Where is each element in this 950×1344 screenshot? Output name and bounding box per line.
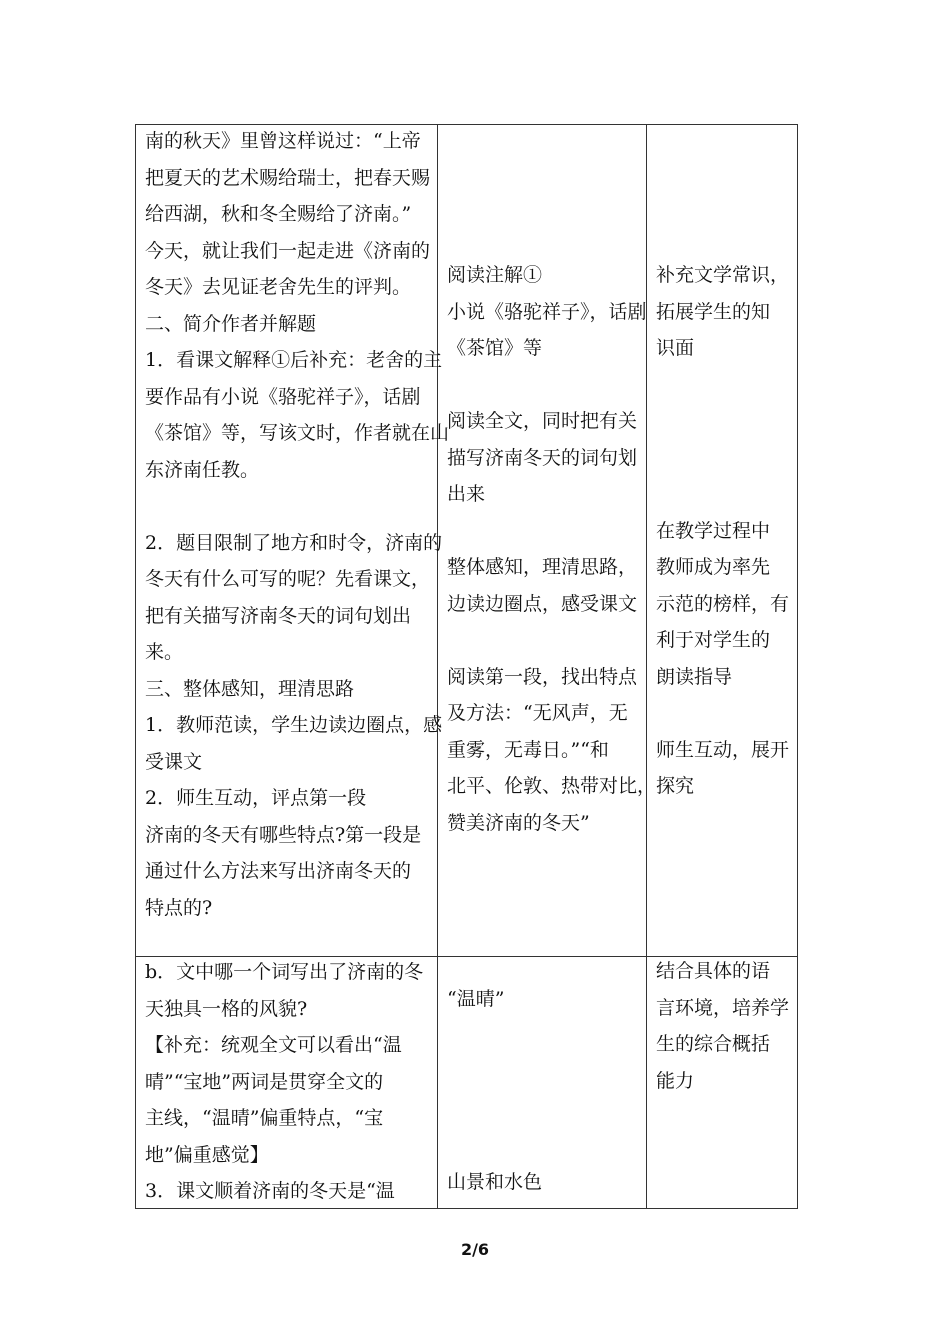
text-line: 阅读第一段，找出特点 (447, 665, 638, 688)
row1-teacher-activity (145, 123, 449, 926)
text-line: 3．课文顺着济南的冬天是“温 (145, 1180, 395, 1202)
text-line: 济南的冬天有哪些特点?第一段是 (145, 823, 422, 846)
text-line: 识面 (656, 337, 695, 359)
text-line (656, 403, 789, 440)
text-line: 北平、伦敦、热带对比， (447, 775, 657, 797)
text-line (656, 367, 789, 404)
text-line: 《茶馆》等 (447, 337, 543, 359)
text-line: 特点的? (145, 896, 213, 919)
text-line: 阅读注解① (447, 264, 543, 286)
text-line (447, 367, 656, 404)
text-line: 赞美济南的冬天” (447, 811, 590, 834)
text-line: 今天，就让我们一起走进《济南的 (145, 239, 431, 262)
text-line (656, 476, 789, 513)
text-line: 南的秋天》里曾这样说过：“上帝 (145, 130, 421, 152)
text-line: 1．教师范读，学生边读边圈点，感 (145, 714, 443, 736)
text-line (656, 695, 789, 732)
text-line: 二、简介作者并解题 (145, 312, 317, 335)
text-line: 要作品有小说《骆驼祥子》，话剧 (145, 385, 421, 408)
page-number: 2/6 (460, 1240, 490, 1259)
text-line: 冬天有什么可写的呢？先看课文， (145, 568, 431, 590)
row2-design-intent (656, 953, 789, 1099)
text-line: 通过什么方法来写出济南冬天的 (145, 860, 412, 882)
text-line: 冬天》去见证老舍先生的评判。 (145, 276, 412, 298)
text-line: 山景和水色 (447, 1170, 543, 1193)
text-line: 在教学过程中 (656, 519, 771, 542)
text-line: 言环境，培养学 (656, 996, 790, 1019)
text-line: 1．看课文解释①后补充：老舍的主 (145, 349, 443, 371)
text-line (145, 488, 449, 525)
text-line: 地”偏重感觉】 (145, 1143, 269, 1166)
text-line: b．文中哪一个词写出了济南的冬 (145, 961, 424, 983)
text-line: 拓展学生的知 (656, 300, 771, 323)
table-left-border (135, 124, 136, 1209)
text-line: 三、整体感知，理清思路 (145, 677, 355, 700)
row2-student-activity (447, 981, 542, 1200)
text-line (447, 1018, 542, 1055)
text-line: 把夏天的艺术赐给瑞士，把春天赐 (145, 166, 431, 189)
text-line (447, 1054, 542, 1091)
text-line: 2．题目限制了地方和时令，济南的 (145, 531, 443, 554)
text-line (447, 1127, 542, 1164)
text-line (447, 1091, 542, 1128)
text-line (656, 440, 789, 477)
text-line: 出来 (447, 483, 486, 505)
text-line: 描写济南冬天的词句划 (447, 446, 638, 469)
text-line: 2．师生互动，评点第一段 (145, 787, 367, 809)
text-line: 补充文学常识， (656, 264, 790, 286)
text-line: 晴”“宝地”两词是贯穿全文的 (145, 1070, 384, 1093)
lesson-plan-table (135, 124, 797, 1209)
text-line: 能力 (656, 1069, 695, 1092)
text-line: 探究 (656, 775, 695, 797)
text-line: 朗读指导 (656, 665, 733, 688)
text-line: 及方法：“无风声，无 (447, 702, 628, 724)
text-line: “温晴” (447, 988, 505, 1010)
text-line: 受课文 (145, 750, 203, 773)
text-line: 边读边圈点，感受课文 (447, 592, 638, 615)
text-line: 天独具一格的风貌? (145, 997, 308, 1020)
table-right-border (797, 124, 798, 1209)
text-line: 把有关描写济南冬天的词句划出 (145, 604, 412, 627)
text-line (447, 622, 656, 659)
text-line: 【补充：统观全文可以看出“温 (145, 1034, 402, 1056)
text-line: 给西湖，秋和冬全赐给了济南。” (145, 203, 412, 225)
text-line: 小说《骆驼祥子》，话剧 (447, 300, 647, 323)
text-line: 主线，“温晴”偏重特点，“宝 (145, 1107, 384, 1129)
text-line: 生的综合概括 (656, 1033, 771, 1055)
row1-student-activity (447, 257, 656, 841)
row2-teacher-activity (145, 954, 423, 1210)
text-line: 整体感知，理清思路， (447, 556, 638, 578)
text-line: 结合具体的语 (656, 960, 771, 982)
row1-design-intent (656, 257, 789, 805)
text-line: 阅读全文，同时把有关 (447, 410, 638, 432)
text-line: 东济南任教。 (145, 458, 260, 481)
text-line (447, 513, 656, 550)
text-line: 教师成为率先 (656, 556, 771, 578)
text-line: 《茶馆》等，写该文时，作者就在山 (145, 422, 450, 444)
text-line: 利于对学生的 (656, 629, 771, 651)
text-line: 重雾，无毒日。”“和 (447, 738, 609, 761)
text-line: 师生互动，展开 (656, 738, 790, 761)
text-line: 来。 (145, 641, 184, 663)
text-line: 示范的榜样，有 (656, 592, 790, 615)
